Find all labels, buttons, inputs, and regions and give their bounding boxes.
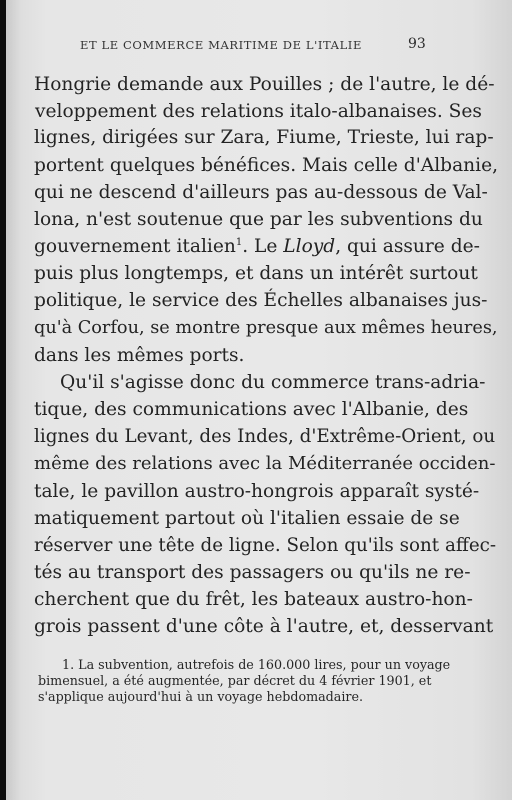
text-line-17: matiquement partout où l'italien essaie de se [34,508,460,529]
text-line-14: lignes du Levant, des Indes, d'Extrême-Orient, ou [34,426,496,447]
italic-name: Lloyd [283,236,336,257]
text-line-13: tique, des communications avec l'Albanie, des [34,399,469,420]
text-line-9: politique, le service des Échelles albanaises jus- [34,290,488,311]
text-line-16: tale, le pavillon austro-hongrois apparaît systé- [34,481,480,502]
footnote-line-3: s'applique aujourd'hui à un voyage hebdomadaire. [38,689,364,704]
text-line-7 [34,236,480,257]
footnote-line-1: 1. La subvention, autrefois de 160.000 lires, pour un voyage [62,657,451,672]
text-line-4: portent quelques bénéfices. Mais celle d'Albanie, [34,155,499,176]
text-line-1: Hongrie demande aux Pouilles ; de l'autre, le dé- [34,74,495,95]
text-line-5: qui ne descend d'ailleurs pas au-dessous de Val- [34,182,488,203]
text-segment: , qui assure de- [335,236,480,257]
text-line-8: puis plus longtemps, et dans un intérêt surtout [34,263,478,284]
footnote-ref: 1 [235,236,243,248]
text-line-19: tés au transport des passagers ou qu'ils ne re- [34,562,471,583]
text-line-6: lona, n'est soutenue que par les subventions du [34,209,483,230]
footnote-line-2: bimensuel, a été augmentée, par décret du 4 février 1901, et [38,673,432,688]
text-line-20: cherchent que du frêt, les bateaux austro-hon- [34,589,473,610]
page-number: 93 [408,36,426,52]
text-line-12: Qu'il s'agisse donc du commerce trans-adria- [60,372,486,393]
text-line-10: qu'à Corfou, se montre presque aux mêmes heures, [34,318,498,338]
text-line-11: dans les mêmes ports. [34,345,245,366]
text-line-3: lignes, dirigées sur Zara, Fiume, Trieste, lui rap- [34,127,494,148]
text-segment: gouvernement italien [34,236,236,257]
text-line-21: grois passent d'une côte à l'autre, et, desservant [34,616,494,637]
text-segment: . Le [242,236,284,257]
running-header: ET LE COMMERCE MARITIME DE L'ITALIE [80,38,362,52]
text-line-2: veloppement des relations italo-albanaises. Ses [35,101,482,122]
text-line-15: même des relations avec la Méditerranée occiden- [34,453,496,474]
book-page [6,0,512,800]
text-line-18: réserver une tête de ligne. Selon qu'ils sont affec- [34,535,497,556]
